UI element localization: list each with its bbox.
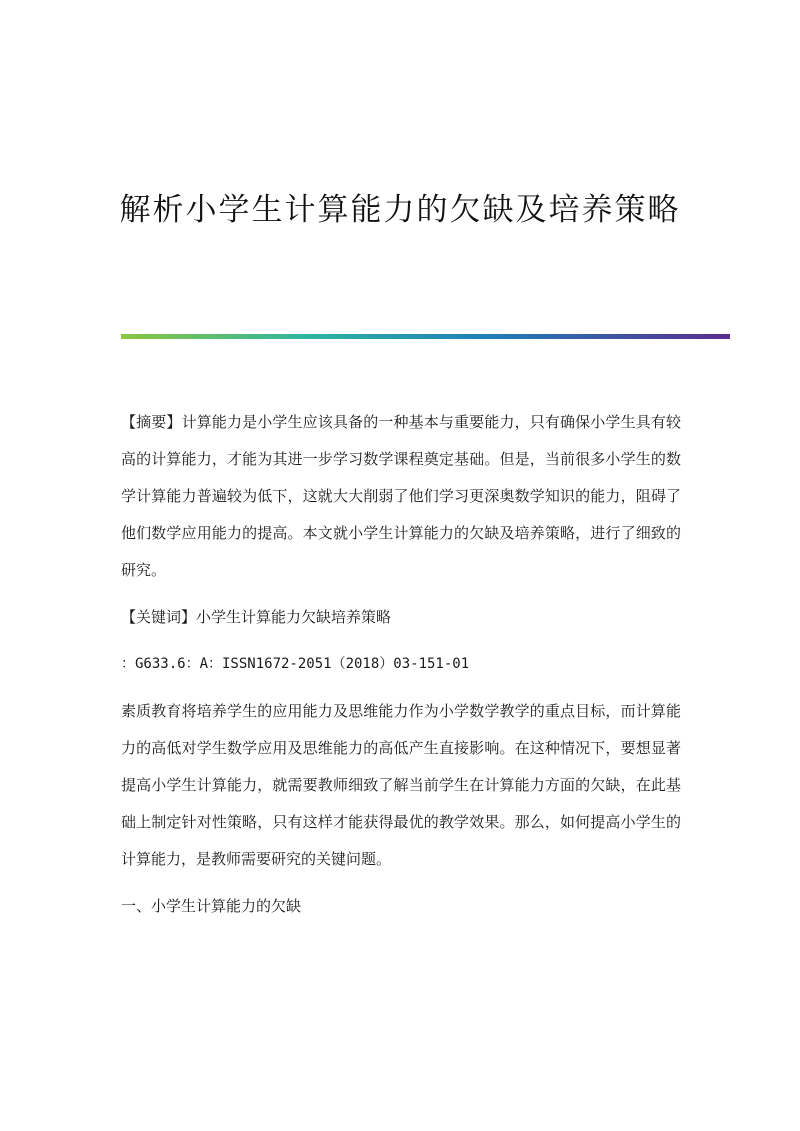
abstract-paragraph [121,404,681,589]
classification-line: ：G633.6：A：ISSN1672-2051（2018）03-151-01 [121,656,470,672]
document-body [121,404,681,925]
abstract-text: 计算能力是小学生应该具备的一种基本与重要能力，只有确保小学生具有较高的计算能力，才能为其进一步学习数学课程奠定基础。但是，当前很多小学生的数学计算能力普遍较为低下，这就大大削弱了他们学习更深奥数学知识的能力，阻碍了他们数学应用能力的提高。本文就小学生计算能力的欠缺及培养策略，进行了细致的研究。 [121,413,681,579]
page-title: 解析小学生计算能力的欠缺及培养策略 [119,192,681,228]
intro-paragraph: 素质教育将培养学生的应用能力及思维能力作为小学数学教学的重点目标，而计算能力的高低对学生数学应用及思维能力的高低产生直接影响。在这种情况下，要想显著提高小学生计算能力，就需要教师细致了解当前学生在计算能力方面的欠缺，在此基础上制定针对性策略，只有这样才能获得最优的教学效果。那么，如何提高小学生的计算能力，是教师需要研究的关键问题。 [121,702,681,868]
title-divider [121,334,730,339]
section-heading: 一、小学生计算能力的欠缺 [121,897,302,915]
keywords-text: 小学生计算能力欠缺培养策略 [196,608,392,626]
keywords-paragraph [121,599,681,636]
keywords-label: 【关键词】 [121,608,197,626]
abstract-label: 【摘要】 [121,413,182,431]
